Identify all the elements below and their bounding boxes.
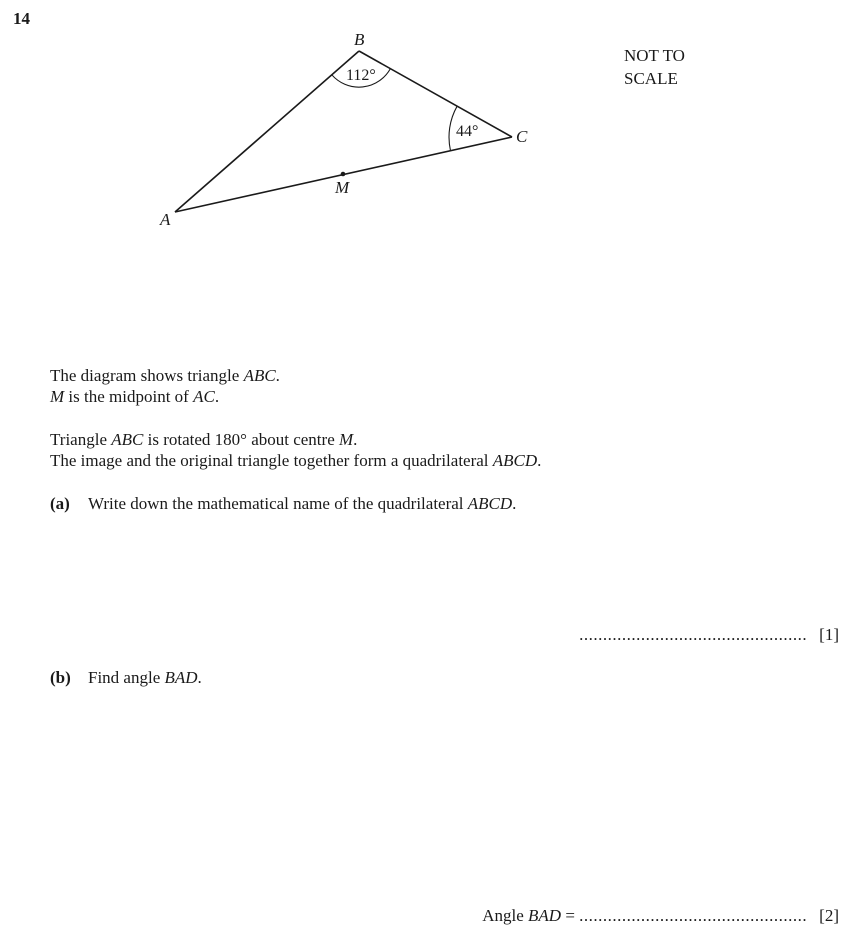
intro-block-2 xyxy=(50,429,541,471)
not-to-scale-line-2: SCALE xyxy=(624,69,678,88)
part-a-label: (a) xyxy=(50,494,70,513)
part-a-answer-line xyxy=(579,625,839,645)
angle-label-b: 112° xyxy=(346,67,376,84)
midpoint-dot xyxy=(341,172,346,177)
side-bc xyxy=(359,51,512,137)
intro-line-3: Triangle ABC is rotated 180° about centre M. xyxy=(50,430,358,449)
part-a-question xyxy=(50,494,516,514)
angle-label-c: 44° xyxy=(456,123,479,140)
vertex-label-c: C xyxy=(516,127,528,146)
part-a-marks: [1] xyxy=(819,625,839,644)
intro-block-1 xyxy=(50,365,280,407)
part-b-answer-field[interactable]: ................................................ xyxy=(579,906,808,925)
question-number: 14 xyxy=(13,9,30,28)
part-b-question xyxy=(50,668,202,688)
vertex-label-a: A xyxy=(160,210,171,229)
midpoint-label: M xyxy=(335,178,350,197)
part-a-answer-field[interactable]: ................................................ xyxy=(579,625,808,644)
part-b-marks: [2] xyxy=(819,906,839,925)
not-to-scale-line-1: NOT TO xyxy=(624,46,685,65)
intro-line-4: The image and the original triangle together form a quadrilateral ABCD. xyxy=(50,451,542,470)
intro-line-2: M is the midpoint of AC. xyxy=(50,387,220,406)
part-b-answer-line xyxy=(482,906,839,926)
part-a-text: Write down the mathematical name of the quadrilateral ABCD. xyxy=(88,494,517,513)
part-b-text: Find angle BAD. xyxy=(88,668,202,687)
part-b-label: (b) xyxy=(50,668,71,687)
vertex-label-b: B xyxy=(354,30,365,49)
part-b-answer-label: Angle BAD = xyxy=(482,906,580,925)
intro-line-1: The diagram shows triangle ABC. xyxy=(50,366,280,385)
not-to-scale-note xyxy=(624,44,685,90)
triangle-diagram xyxy=(0,0,853,240)
